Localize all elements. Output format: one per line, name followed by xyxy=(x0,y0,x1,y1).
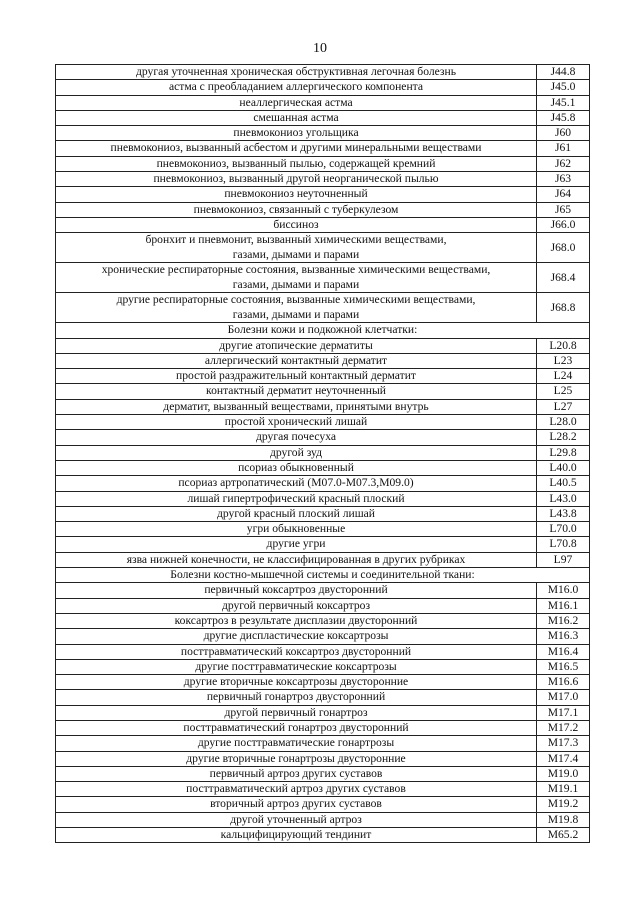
section-header-row xyxy=(56,568,590,583)
disease-name-cell: кальцифицирующий тендинит xyxy=(56,828,537,843)
table-row xyxy=(56,659,590,674)
icd-code-cell: M16.0 xyxy=(537,583,590,598)
table-row xyxy=(56,233,590,263)
disease-name-cell: пневмокониоз, вызванный другой неорганической пылью xyxy=(56,172,537,187)
table-row xyxy=(56,80,590,95)
disease-name-cell: астма с преобладанием аллергического компонента xyxy=(56,80,537,95)
table-row xyxy=(56,552,590,567)
table-row xyxy=(56,384,590,399)
icd-code-cell: L20.8 xyxy=(537,338,590,353)
disease-name-cell: биссиноз xyxy=(56,217,537,232)
disease-name-cell: первичный гонартроз двусторонний xyxy=(56,690,537,705)
disease-name-cell: пневмокониоз угольщика xyxy=(56,126,537,141)
page-number: 10 xyxy=(313,41,327,56)
disease-name-cell: другие вторичные коксартрозы двусторонние xyxy=(56,675,537,690)
icd-code-cell: L43.0 xyxy=(537,491,590,506)
disease-name-cell: другой уточненный артроз xyxy=(56,812,537,827)
icd-code-cell: J68.4 xyxy=(537,263,590,293)
table-row xyxy=(56,766,590,781)
table-row xyxy=(56,460,590,475)
disease-name-cell: простой хронический лишай xyxy=(56,415,537,430)
table-row xyxy=(56,797,590,812)
icd-code-cell: L24 xyxy=(537,369,590,384)
icd-code-cell: J64 xyxy=(537,187,590,202)
section-header-row xyxy=(56,323,590,338)
icd-code-cell: L25 xyxy=(537,384,590,399)
icd-code-cell: L97 xyxy=(537,552,590,567)
disease-name-line: газами, дымами и парами xyxy=(232,277,360,291)
icd-code-cell: L70.0 xyxy=(537,522,590,537)
table-row xyxy=(56,598,590,613)
table-row xyxy=(56,172,590,187)
icd-code-cell: M19.8 xyxy=(537,812,590,827)
disease-name-line: газами, дымами и парами xyxy=(232,307,360,321)
icd-code-cell: J63 xyxy=(537,172,590,187)
disease-name-cell: простой раздражительный контактный дерматит xyxy=(56,369,537,384)
icd-code-cell: M16.1 xyxy=(537,598,590,613)
icd-code-cell: L40.0 xyxy=(537,460,590,475)
table-row xyxy=(56,187,590,202)
disease-name-cell: первичный коксартроз двусторонний xyxy=(56,583,537,598)
disease-name-line: газами, дымами и парами xyxy=(232,247,360,261)
disease-name-cell: контактный дерматит неуточненный xyxy=(56,384,537,399)
disease-name-cell: посттравматический артроз других суставов xyxy=(56,782,537,797)
disease-name-cell: другая почесуха xyxy=(56,430,537,445)
disease-name-line: другие респираторные состояния, вызванные химическими веществами, xyxy=(116,293,476,307)
table-row xyxy=(56,415,590,430)
icd-code-cell: J45.0 xyxy=(537,80,590,95)
table-row xyxy=(56,110,590,125)
table-row xyxy=(56,675,590,690)
disease-name-cell xyxy=(56,263,537,293)
disease-name-cell: посттравматический гонартроз двусторонний xyxy=(56,720,537,735)
icd-code-cell: M16.6 xyxy=(537,675,590,690)
icd-code-cell: M19.2 xyxy=(537,797,590,812)
disease-name-cell xyxy=(56,293,537,323)
icd-code-cell: J45.8 xyxy=(537,110,590,125)
table-row xyxy=(56,705,590,720)
icd-code-cell: L43.8 xyxy=(537,506,590,521)
table-row xyxy=(56,644,590,659)
table-row xyxy=(56,202,590,217)
icd-code-cell: M17.2 xyxy=(537,720,590,735)
table-row xyxy=(56,369,590,384)
icd-code-cell: M17.3 xyxy=(537,736,590,751)
diagnosis-code-table xyxy=(55,64,590,843)
icd-code-cell: M19.0 xyxy=(537,766,590,781)
disease-name-line: хронические респираторные состояния, вызванные химическими веществами, xyxy=(101,263,491,277)
disease-name-cell: другие посттравматические гонартрозы xyxy=(56,736,537,751)
table-row xyxy=(56,522,590,537)
icd-code-cell: M16.3 xyxy=(537,629,590,644)
icd-code-cell: L23 xyxy=(537,353,590,368)
disease-name-cell: угри обыкновенные xyxy=(56,522,537,537)
disease-name-cell: другие диспластические коксартрозы xyxy=(56,629,537,644)
icd-code-cell: J60 xyxy=(537,126,590,141)
disease-name-cell: другой первичный коксартроз xyxy=(56,598,537,613)
disease-name-cell: коксартроз в результате дисплазии двусторонний xyxy=(56,613,537,628)
table-row xyxy=(56,812,590,827)
disease-name-cell: другие посттравматические коксартрозы xyxy=(56,659,537,674)
table-row xyxy=(56,293,590,323)
table-row xyxy=(56,156,590,171)
icd-code-cell: L28.0 xyxy=(537,415,590,430)
disease-name-cell: другой зуд xyxy=(56,445,537,460)
table-row xyxy=(56,95,590,110)
section-header: Болезни костно-мышечной системы и соединительной ткани: xyxy=(56,568,590,583)
icd-code-cell: M65.2 xyxy=(537,828,590,843)
icd-code-cell: M19.1 xyxy=(537,782,590,797)
disease-name-cell: другие атопические дерматиты xyxy=(56,338,537,353)
table-row xyxy=(56,445,590,460)
icd-code-cell: M17.4 xyxy=(537,751,590,766)
disease-name-cell: другой первичный гонартроз xyxy=(56,705,537,720)
table-row xyxy=(56,399,590,414)
disease-name-cell: пневмокониоз неуточненный xyxy=(56,187,537,202)
table-row xyxy=(56,736,590,751)
disease-name-cell: вторичный артроз других суставов xyxy=(56,797,537,812)
icd-code-cell: J61 xyxy=(537,141,590,156)
table-row xyxy=(56,430,590,445)
disease-name-cell: другой красный плоский лишай xyxy=(56,506,537,521)
icd-code-cell: L29.8 xyxy=(537,445,590,460)
table-row xyxy=(56,629,590,644)
table-row xyxy=(56,751,590,766)
icd-code-cell: L28.2 xyxy=(537,430,590,445)
disease-name-cell: неаллергическая астма xyxy=(56,95,537,110)
table-body xyxy=(56,65,590,843)
table-row xyxy=(56,720,590,735)
icd-code-cell: M16.2 xyxy=(537,613,590,628)
table-row xyxy=(56,217,590,232)
disease-name-cell: псориаз артропатический (M07.0-M07.3,M09.0) xyxy=(56,476,537,491)
table-row xyxy=(56,491,590,506)
table-row xyxy=(56,690,590,705)
table-row xyxy=(56,583,590,598)
table-row xyxy=(56,506,590,521)
icd-code-cell: L70.8 xyxy=(537,537,590,552)
table-row xyxy=(56,338,590,353)
icd-code-cell: J68.8 xyxy=(537,293,590,323)
icd-code-cell: J44.8 xyxy=(537,65,590,80)
icd-code-cell: J62 xyxy=(537,156,590,171)
icd-code-cell: J65 xyxy=(537,202,590,217)
icd-code-cell: M16.4 xyxy=(537,644,590,659)
disease-name-cell: пневмокониоз, связанный с туберкулезом xyxy=(56,202,537,217)
table-row xyxy=(56,353,590,368)
disease-name-cell: псориаз обыкновенный xyxy=(56,460,537,475)
disease-name-cell: пневмокониоз, вызванный пылью, содержащей кремний xyxy=(56,156,537,171)
disease-name-cell: другие угри xyxy=(56,537,537,552)
icd-code-cell: J45.1 xyxy=(537,95,590,110)
disease-name-cell: другая уточненная хроническая обструктивная легочная болезнь xyxy=(56,65,537,80)
disease-name-cell xyxy=(56,233,537,263)
table-row xyxy=(56,537,590,552)
table-row xyxy=(56,65,590,80)
icd-code-cell: M17.0 xyxy=(537,690,590,705)
icd-code-cell: L27 xyxy=(537,399,590,414)
icd-code-cell: J66.0 xyxy=(537,217,590,232)
disease-name-cell: аллергический контактный дерматит xyxy=(56,353,537,368)
disease-name-cell: другие вторичные гонартрозы двусторонние xyxy=(56,751,537,766)
icd-code-cell: L40.5 xyxy=(537,476,590,491)
table-row xyxy=(56,476,590,491)
icd-code-cell: M16.5 xyxy=(537,659,590,674)
disease-name-cell: посттравматический коксартроз двусторонний xyxy=(56,644,537,659)
section-header: Болезни кожи и подкожной клетчатки: xyxy=(56,323,590,338)
icd-code-cell: J68.0 xyxy=(537,233,590,263)
icd-code-cell: M17.1 xyxy=(537,705,590,720)
disease-name-cell: язва нижней конечности, не классифицированная в других рубриках xyxy=(56,552,537,567)
table-row xyxy=(56,782,590,797)
table-row xyxy=(56,613,590,628)
disease-name-cell: первичный артроз других суставов xyxy=(56,766,537,781)
disease-name-cell: лишай гипертрофический красный плоский xyxy=(56,491,537,506)
table-row xyxy=(56,126,590,141)
table-row xyxy=(56,141,590,156)
disease-name-cell: дерматит, вызванный веществами, принятыми внутрь xyxy=(56,399,537,414)
table-row xyxy=(56,828,590,843)
disease-name-cell: пневмокониоз, вызванный асбестом и другими минеральными веществами xyxy=(56,141,537,156)
disease-name-cell: смешанная астма xyxy=(56,110,537,125)
disease-name-line: бронхит и пневмонит, вызванный химическими веществами, xyxy=(145,233,447,247)
table-row xyxy=(56,263,590,293)
